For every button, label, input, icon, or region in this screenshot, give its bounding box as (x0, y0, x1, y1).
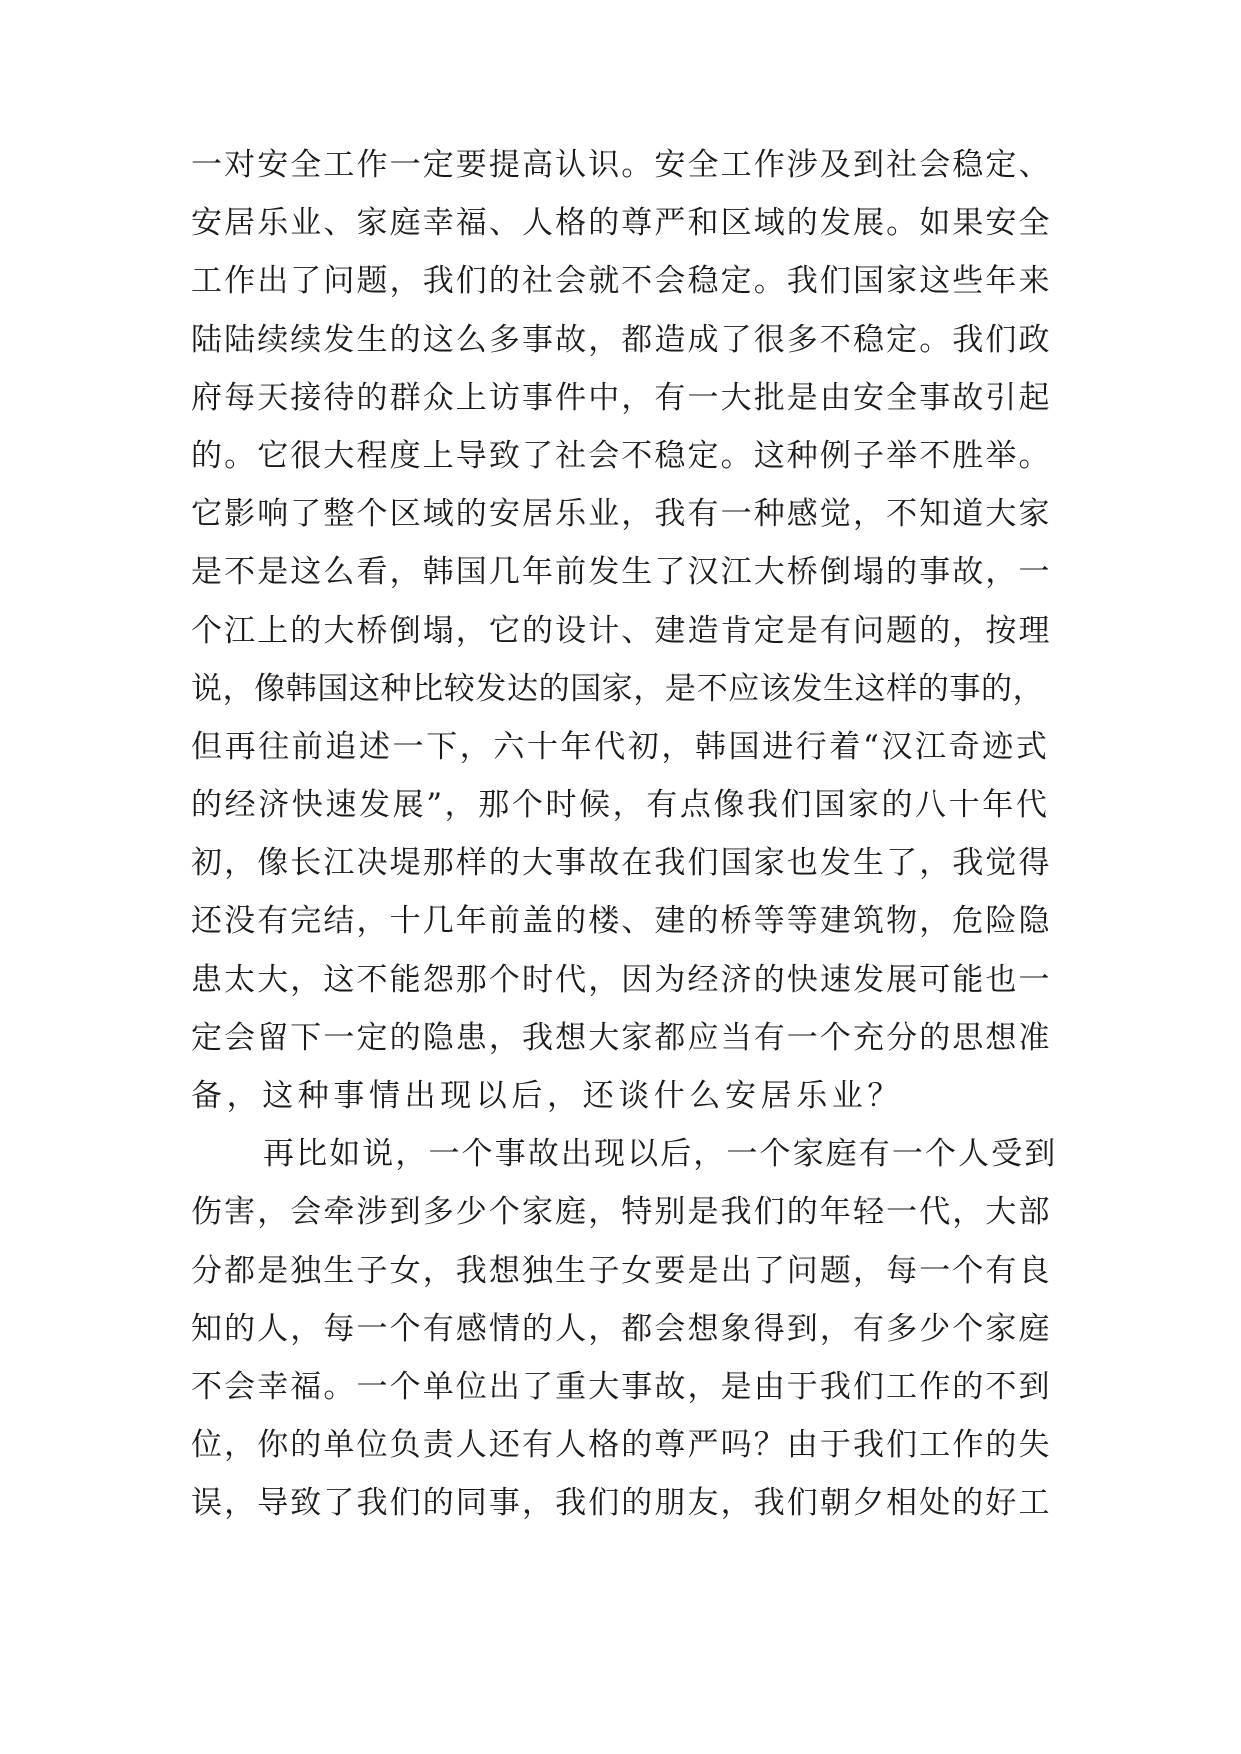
text-line: 工作出了问题，我们的社会就不会稳定。我们国家这些年来 (191, 263, 1052, 300)
paragraph-1 (191, 136, 1057, 1125)
text-line: 再比如说，一个事故出现以后，一个家庭有一个人受到 (263, 1136, 1058, 1173)
text-line: 个江上的大桥倒塌，它的设计、建造肯定是有问题的，按理 (191, 612, 1052, 649)
text-line: 不会幸福。一个单位出了重大事故，是由于我们工作的不到 (191, 1368, 1052, 1405)
text-line: 的。它很大程度上导致了社会不稳定。这种例子举不胜举。 (191, 437, 1052, 474)
text-line: 误，导致了我们的同事，我们的朋友，我们朝夕相处的好工 (191, 1485, 1052, 1522)
text-line: 定会留下一定的隐患，我想大家都应当有一个充分的思想准 (191, 1019, 1052, 1056)
body-text (191, 136, 1057, 1533)
text-line: 的经济快速发展”，那个时候，有点像我们国家的八十年代 (191, 787, 1050, 824)
text-line: 安居乐业、家庭幸福、人格的尊严和区域的发展。如果安全 (191, 205, 1052, 242)
text-line: 伤害，会牵涉到多少个家庭，特别是我们的年轻一代，大部 (191, 1194, 1052, 1231)
text-line: 备，这种事情出现以后，还谈什么安居乐业？ (191, 1078, 903, 1114)
text-line: 府每天接待的群众上访事件中，有一大批是由安全事故引起 (191, 379, 1052, 416)
text-line: 初，像长江决堤那样的大事故在我们国家也发生了，我觉得 (191, 845, 1052, 882)
text-line: 陆陆续续发生的这么多事故，都造成了很多不稳定。我们政 (191, 321, 1052, 358)
paragraph-2 (191, 1125, 1057, 1532)
text-line: 一对安全工作一定要提高认识。安全工作涉及到社会稳定、 (191, 147, 1052, 183)
text-line: 位，你的单位负责人还有人格的尊严吗？由于我们工作的失 (191, 1427, 1052, 1464)
text-line: 知的人，每一个有感情的人，都会想象得到，有多少个家庭 (191, 1310, 1052, 1347)
text-line: 它影响了整个区域的安居乐业，我有一种感觉，不知道大家 (191, 496, 1052, 533)
text-line: 但再往前追述一下，六十年代初，韩国进行着“汉江奇迹式 (191, 728, 1050, 765)
text-line: 还没有完结，十几年前盖的楼、建的桥等等建筑物，危险隐 (191, 903, 1052, 940)
text-line: 说，像韩国这种比较发达的国家，是不应该发生这样的事的， (191, 670, 1045, 707)
text-line: 患太大，这不能怨那个时代，因为经济的快速发展可能也一 (191, 961, 1052, 998)
text-line: 分都是独生子女，我想独生子女要是出了问题，每一个有良 (191, 1252, 1052, 1289)
text-line: 是不是这么看，韩国几年前发生了汉江大桥倒塌的事故，一 (191, 554, 1052, 591)
